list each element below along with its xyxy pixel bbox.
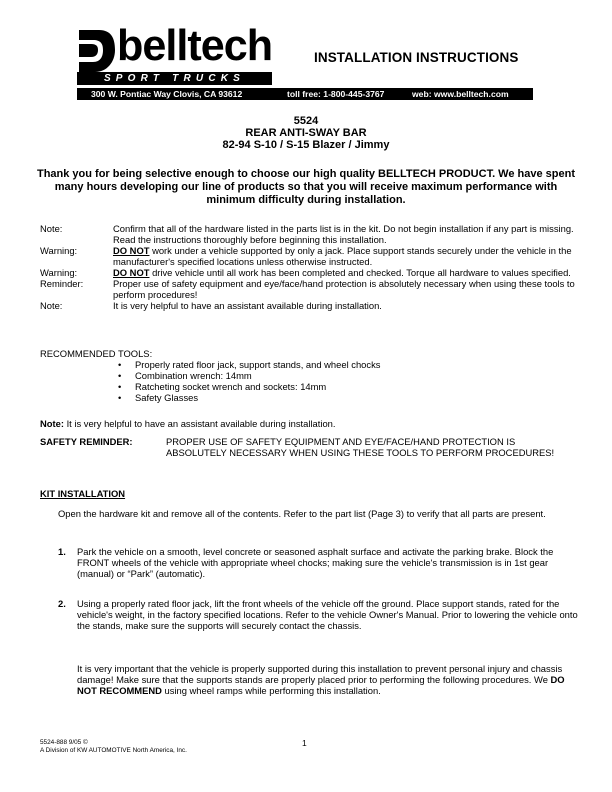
list-item: • Safety Glasses bbox=[118, 392, 199, 403]
note-text: Confirm that all of the hardware listed in the parts list is in the kit. Do not begin installation if any part is missing. Read the instructions thoroughly before beginning this installation. bbox=[113, 223, 574, 245]
note-row bbox=[40, 300, 585, 311]
product-name: REAR ANTI-SWAY BAR bbox=[245, 127, 367, 139]
safety-label: SAFETY REMINDER: bbox=[40, 436, 133, 447]
note-label: Warning: bbox=[40, 267, 78, 278]
note-label: Note: bbox=[40, 418, 64, 429]
logo-swoosh-icon bbox=[77, 28, 117, 72]
safety-reminder bbox=[40, 436, 585, 458]
website: web: www.belltech.com bbox=[412, 89, 509, 99]
note-text: drive vehicle until all work has been completed and checked. Torque all hardware to values specified. bbox=[149, 267, 571, 278]
note-row bbox=[40, 223, 585, 245]
thank-you-message: Thank you for being selective enough to choose our high quality BELLTECH PRODUCT. We have spent many hours developing our line of products so that you will receive maximum performance with minimum difficulty during installation. bbox=[36, 168, 576, 206]
note-text: It is very helpful to have an assistant available during installation. bbox=[63, 418, 336, 429]
product-fitment: 82-94 S-10 / S-15 Blazer / Jimmy bbox=[222, 139, 390, 151]
note-label: Reminder: bbox=[40, 278, 84, 289]
step-number: 2. bbox=[58, 598, 66, 609]
do-not-recommend: DO NOT RECOMMEND bbox=[77, 674, 565, 696]
step-number: 1. bbox=[58, 546, 66, 557]
list-item: • Properly rated floor jack, support stands, and wheel chocks bbox=[118, 359, 381, 370]
safety-text: PROPER USE OF SAFETY EQUIPMENT AND EYE/FACE/HAND PROTECTION IS ABSOLUTELY NECESSARY WHEN USING THESE TOOLS TO PERFORM PROCEDURES! bbox=[166, 436, 555, 458]
logo-wordmark: belltech bbox=[117, 21, 273, 70]
product-heading bbox=[0, 115, 612, 151]
footer-code: 5524-888 9/05 © bbox=[40, 739, 88, 746]
note-emphasis: DO NOT bbox=[113, 245, 150, 256]
footer bbox=[40, 739, 187, 755]
note-row bbox=[40, 245, 585, 267]
step-text: Park the vehicle on a smooth, level concrete or seasoned asphalt surface and activate the parking brake. Block the FRONT wheels of the vehicle with appropriate wheel chocks; making sure the vehicle's transmission is in 1st gear (manual) or “Park” (automatic). bbox=[77, 546, 554, 579]
tools-heading: RECOMMENDED TOOLS: bbox=[40, 348, 153, 359]
address: 300 W. Pontiac Way Clovis, CA 93612 bbox=[91, 89, 243, 99]
note-emphasis: DO NOT bbox=[113, 267, 150, 278]
note-label: Note: bbox=[40, 300, 63, 311]
kit-intro: Open the hardware kit and remove all of the contents. Refer to the part list (Page 3) to verify that all parts are present. bbox=[58, 508, 546, 519]
note-label: Note: bbox=[40, 223, 63, 234]
bullet-icon: • bbox=[118, 370, 122, 381]
list-item: • Combination wrench: 14mm bbox=[118, 370, 252, 381]
bullet-icon: • bbox=[118, 381, 122, 392]
belltech-logo bbox=[77, 21, 273, 86]
document-title: INSTALLATION INSTRUCTIONS bbox=[314, 50, 519, 65]
address-bar bbox=[77, 88, 533, 100]
step-text: Using a properly rated floor jack, lift the front wheels of the vehicle off the ground. Place support stands, rated for the vehicle's weight, in the factory specified locations. Refer to the vehicle Owner's Manual. Prior to lowering the vehicle onto the stands, make sure the supports will securely contact the chassis. bbox=[77, 598, 578, 631]
tools-list bbox=[40, 359, 580, 403]
product-number: 5524 bbox=[293, 115, 319, 127]
note-label: Warning: bbox=[40, 245, 78, 256]
footer-division: A Division of KW AUTOMOTIVE North America, Inc. bbox=[40, 747, 187, 754]
note-text: It is very helpful to have an assistant available during installation. bbox=[113, 300, 382, 311]
notes-list bbox=[40, 223, 585, 311]
step-2 bbox=[58, 598, 580, 631]
note-row bbox=[40, 267, 585, 278]
step-2-warning: It is very important that the vehicle is properly supported during this installation to prevent personal injury and chassis damage! Make sure that the supports stands are properly placed prior to performing the following procedures. We DO NOT RECOMMEND using wheel ramps while performing this installation. bbox=[77, 663, 565, 696]
page-number: 1 bbox=[302, 738, 307, 748]
bullet-icon: • bbox=[118, 392, 122, 403]
note-row bbox=[40, 278, 585, 300]
bullet-icon: • bbox=[118, 359, 122, 370]
step-1 bbox=[58, 546, 580, 579]
note-text: work under a vehicle supported by only a jack. Place support stands securely under the vehicle in the manufacturer's specified locations unless otherwise instructed. bbox=[113, 245, 572, 267]
list-item: • Ratcheting socket wrench and sockets: 14mm bbox=[118, 381, 327, 392]
toll-free: toll free: 1-800-445-3767 bbox=[287, 89, 385, 99]
kit-installation-heading: KIT INSTALLATION bbox=[40, 488, 126, 499]
logo-subtitle: SPORT TRUCKS bbox=[103, 73, 246, 84]
recommended-tools bbox=[40, 348, 580, 403]
assistant-note bbox=[40, 418, 335, 429]
note-text: Proper use of safety equipment and eye/face/hand protection is absolutely necessary when using these tools to perform procedures! bbox=[113, 278, 575, 300]
